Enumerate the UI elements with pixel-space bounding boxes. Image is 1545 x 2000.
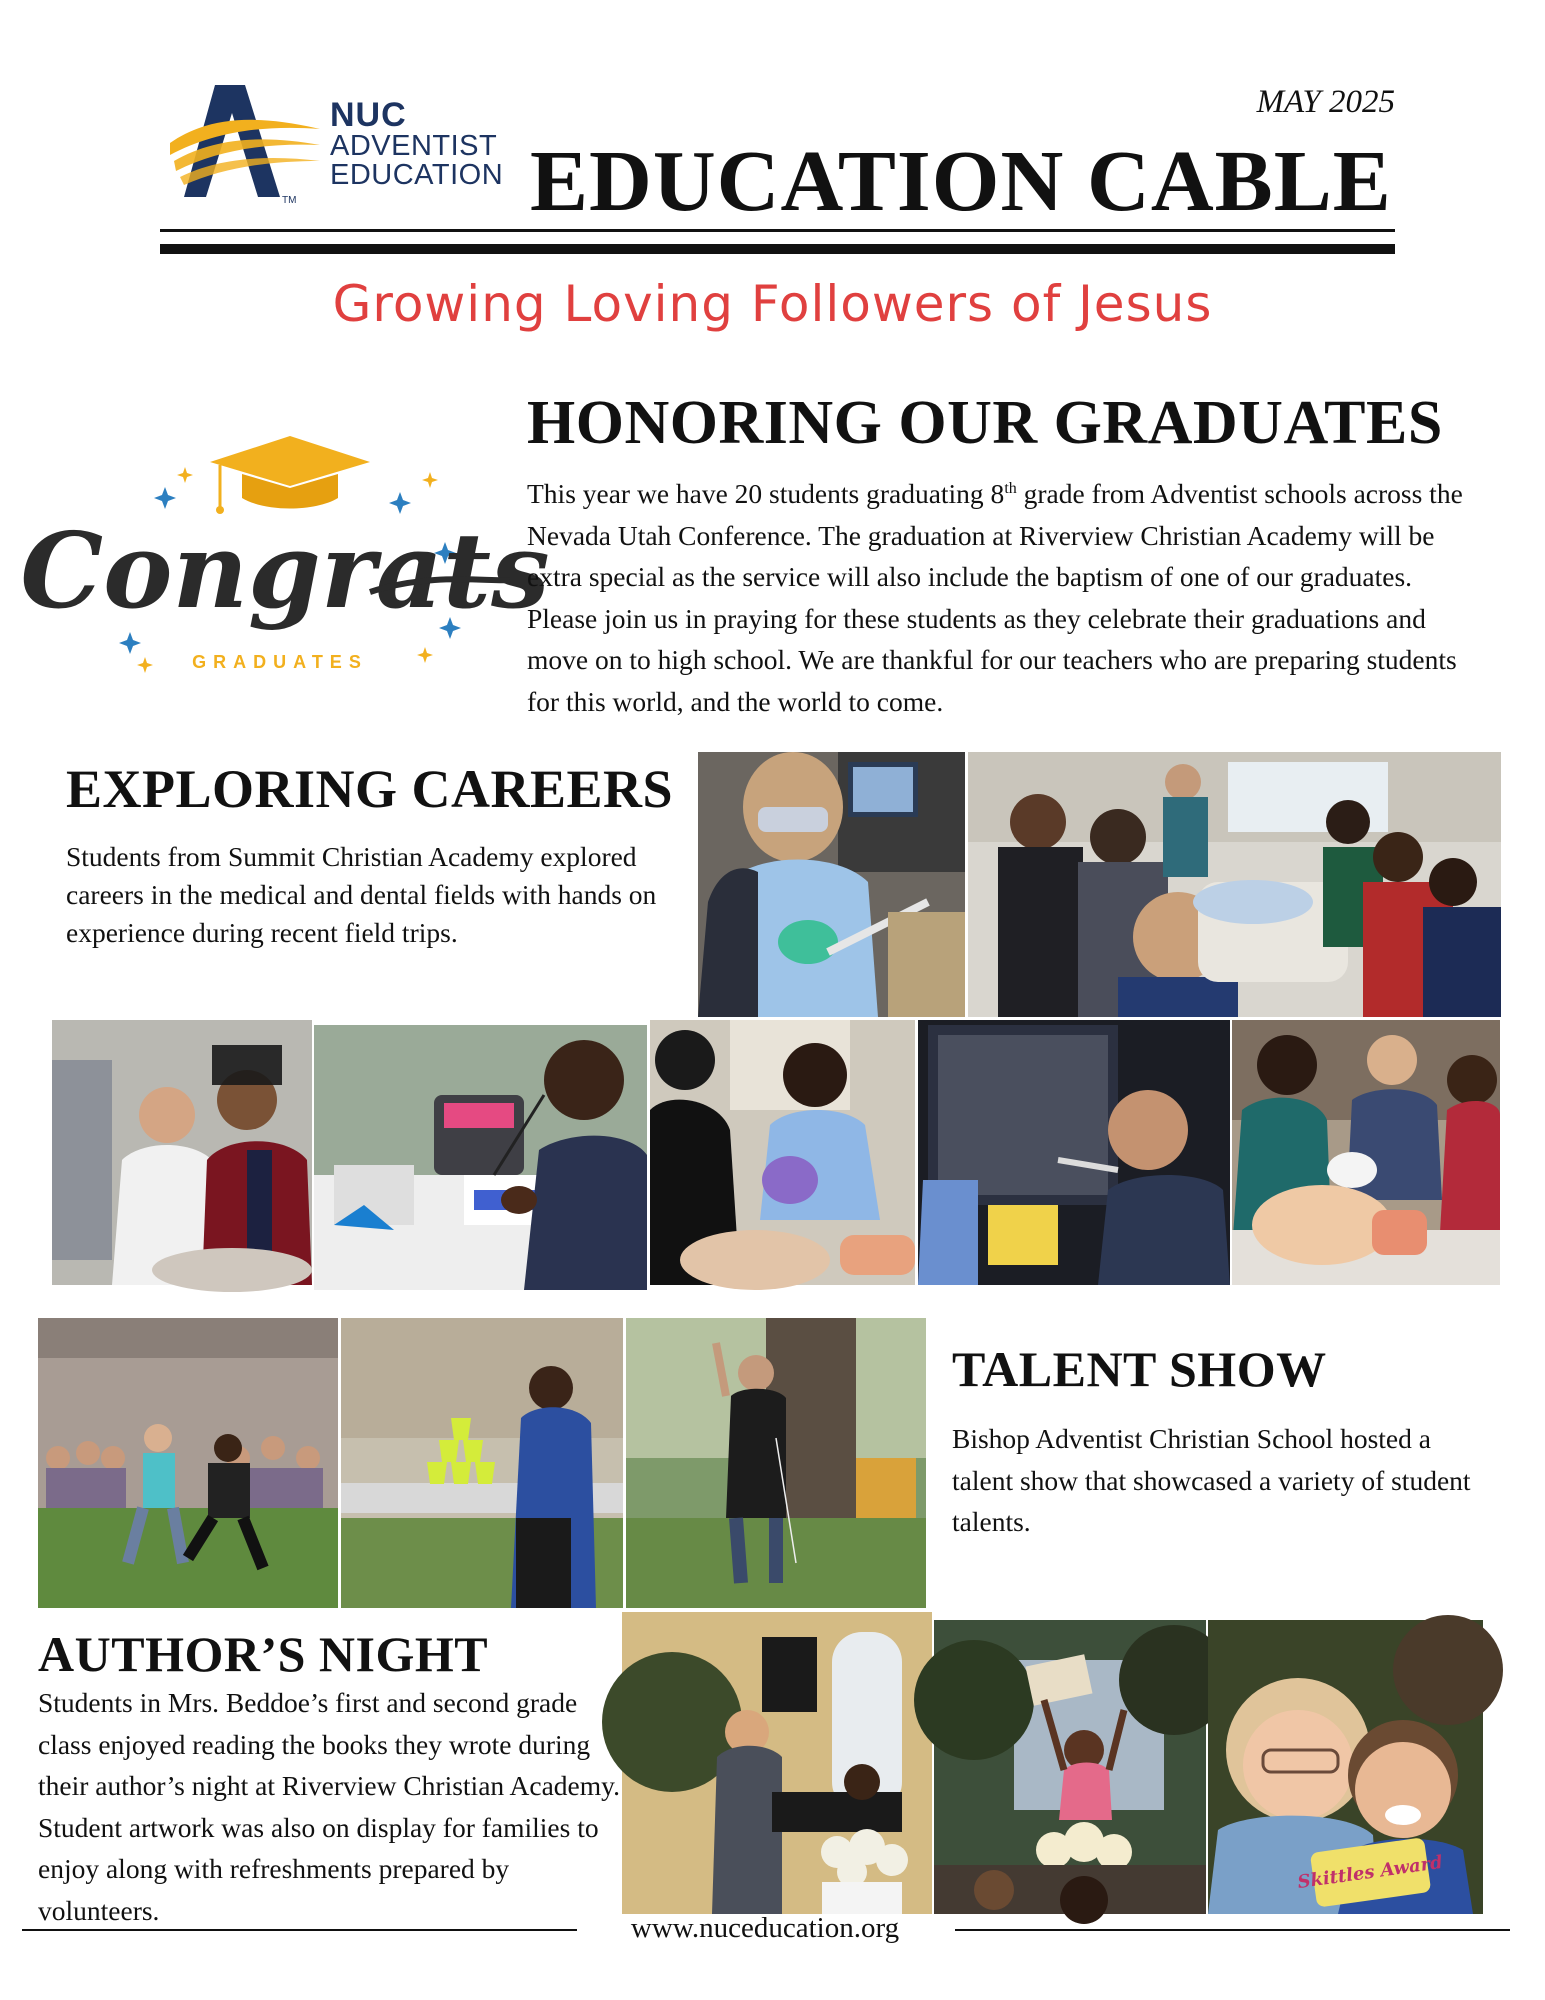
careers-photo-dental-equipment [314,1025,647,1290]
author-heading: AUTHOR’S NIGHT [38,1626,489,1682]
author-photo-reading-podium [622,1612,932,1914]
careers-photo-doctor-and-student [52,1020,312,1285]
footer-rule-right [955,1929,1510,1931]
careers-heading: EXPLORING CAREERS [66,759,674,819]
careers-photo-dental-student [698,752,965,1017]
issue-date: MAY 2025 [1256,84,1395,120]
tagline: Growing Loving Followers of Jesus [332,275,1213,333]
logo-line-1: NUC [330,96,407,134]
svg-text:GRADUATES: GRADUATES [192,652,368,672]
header-rule-thick [160,244,1395,254]
graduates-heading: HONORING OUR GRADUATES [527,389,1443,457]
careers-photo-group-mannequin [968,752,1501,1017]
newsletter-title: EDUCATION CABLE [530,132,1392,229]
footer-rule-left [22,1929,577,1931]
talent-heading: TALENT SHOW [952,1341,1327,1397]
svg-text:Skittles Award: Skittles Award [1296,1851,1444,1894]
careers-photo-airway-mannequin [1232,1020,1500,1285]
careers-photo-cpr-training [650,1020,915,1285]
congrats-graduates-graphic [20,432,550,702]
graduates-body: This year we have 20 students graduating 8th grade from Adventist schools across the Nevada Utah Conference. The graduation at Riverview Christian Academy will be extra special as the service will also include the baptism of one of our graduates. Please join us in praying for these students as they celebrate their graduations and move on to high school. We are thankful for our teachers who are preparing students for this world, and the world to come. [527,478,1463,717]
talent-photo-yoyo [626,1318,926,1608]
nuc-logo-text [330,98,503,190]
logo-line-3: EDUCATION [330,159,504,191]
header-rule-thin [160,229,1395,232]
talent-body: Bishop Adventist Christian School hosted a talent show that showcased a variety of student talents. [952,1423,1471,1537]
website-link[interactable]: www.nuceducation.org [630,1912,900,1944]
logo-line-2: ADVENTIST [330,130,498,162]
graduation-cap-icon [210,436,370,514]
careers-body: Students from Summit Christian Academy explored careers in the medical and dental fields with hands on experience during recent field trips. [66,841,657,948]
svg-text:Congrats: Congrats [20,509,550,632]
talent-photo-dancers [38,1318,338,1608]
author-photo-teacher-and-student [1208,1620,1483,1914]
svg-text:TM: TM [282,195,297,206]
author-body: Students in Mrs. Beddoe’s first and second grade class enjoyed reading the books they wrote during their author’s night at Riverview Christian Academy. Student artwork was also on display for families to enjoy along with refreshments prepared by volunteers. [38,1687,620,1926]
author-photo-child-holding-book [934,1620,1206,1914]
careers-photo-ultrasound [918,1020,1230,1285]
talent-photo-cup-stacking [341,1318,623,1608]
nuc-logo-mark [170,85,320,205]
